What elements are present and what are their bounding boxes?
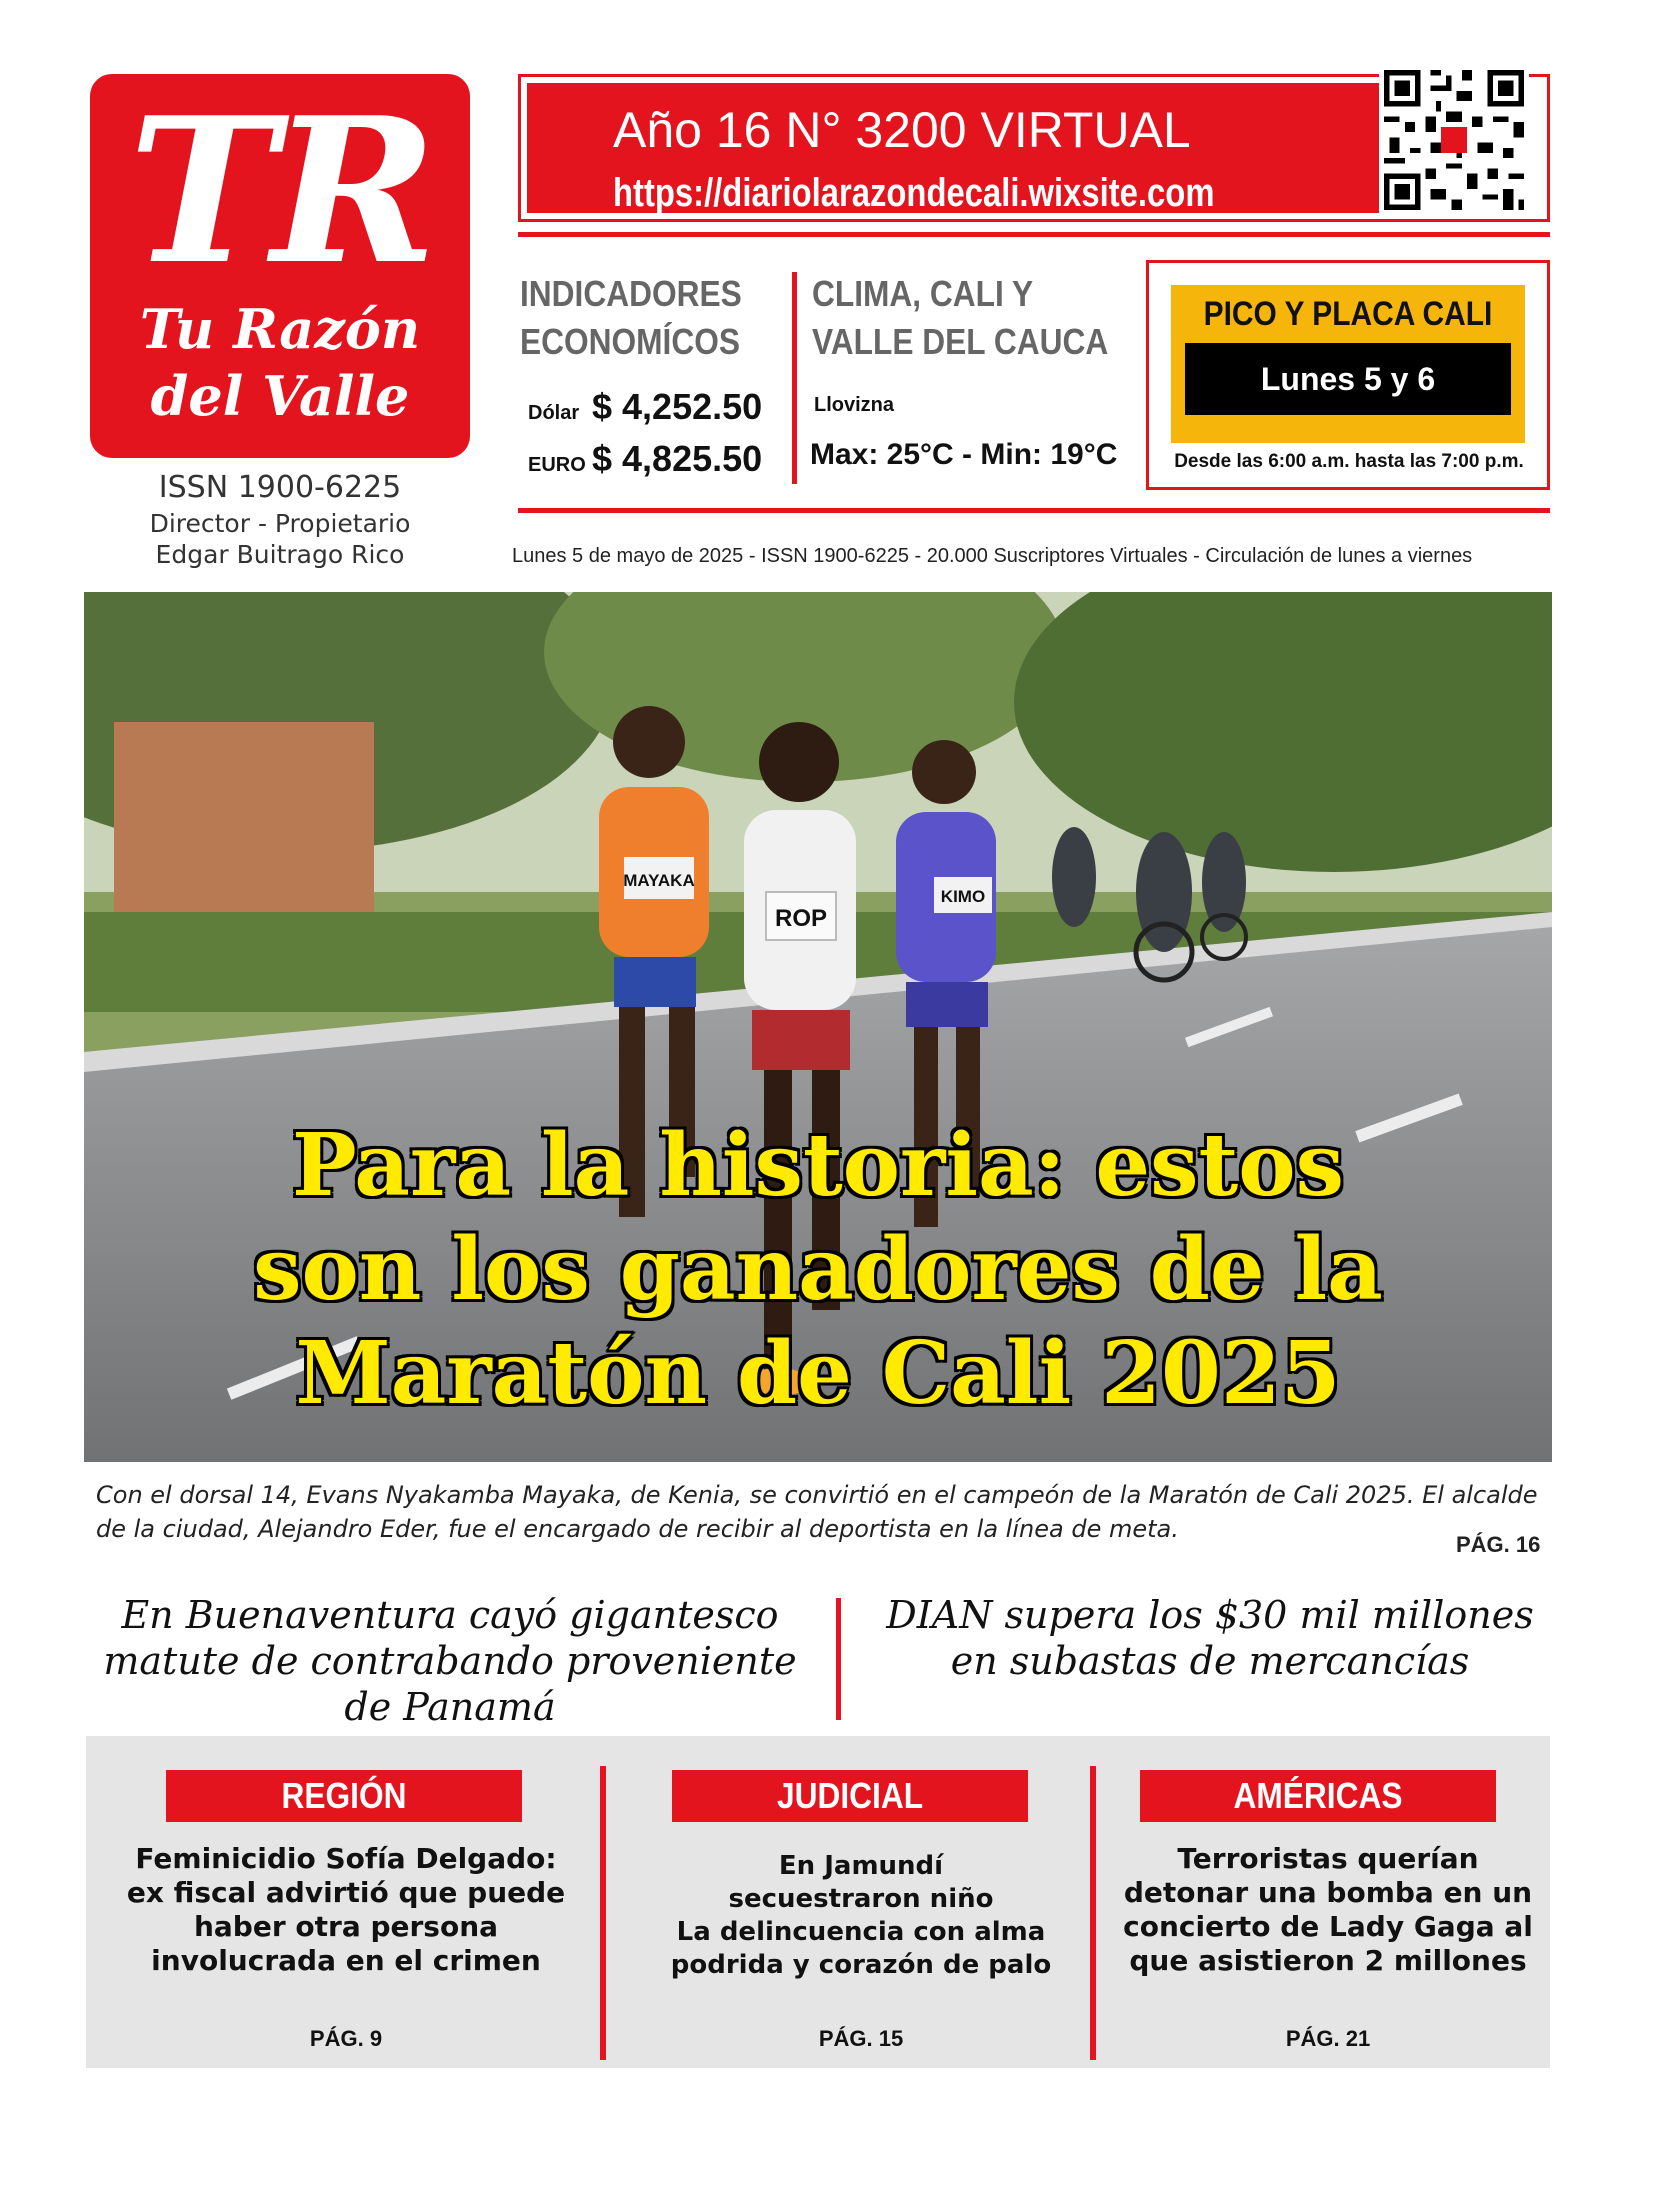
dollar-value: $ 4,252.50 [592,386,763,427]
logo-name-line2: del Valle [150,364,410,429]
section-headline: Feminicidio Sofía Delgado: ex fiscal advirtió que puede haber otra persona involucrada en el crimen [126,1842,566,1977]
edition-banner [518,74,1550,222]
qr-code-icon [1379,65,1529,215]
section-page-ref: PÁG. 9 [309,2026,383,2051]
section-page-ref: PÁG. 15 [818,2026,904,2051]
dateline: Lunes 5 de mayo de 2025 - ISSN 1900-6225 - 20.000 Suscriptores Virtuales - Circulación de lunes a viernes [512,545,1473,567]
header-rule [518,508,1550,513]
bib-left-text: MAYAKA [623,871,695,890]
masthead-credits [90,470,470,569]
main-headline-line3: Maratón de Cali 2025 [295,1323,1341,1424]
main-headline-line1: Para la historia: estos [291,1115,1345,1216]
section-headline: Terroristas querían detonar una bomba en un concierto de Lady Gaga al que asistieron 2 millones [1123,1842,1533,1977]
hero-page-ref: PÁG. 16 [1456,1532,1541,1557]
photo-caption: Con el dorsal 14, Evans Nyakamba Mayaka, de Kenia, se convirtió en el campeón de la Maratón de Cali 2025. El alcalde de la ciudad, Alejandro Eder, fue el encargado de recibir al deportista en la línea de meta. [96,1481,1538,1543]
logo-initials: TR [128,74,432,309]
bib-right-text: KIMO [940,887,986,906]
secondary-headline-right[interactable]: DIAN supera los $30 mil millones en subastas de mercancías [886,1593,1534,1683]
euro-label: EURO [528,454,586,476]
director-role: Director - Propietario [149,509,411,538]
pico-placa-day: Lunes 5 y 6 [1185,343,1511,415]
secondary-headline-left[interactable]: En Buenaventura cayó gigantesco matute de contrabando proveniente de Panamá [103,1593,797,1729]
weather-title-line2: VALLE DEL CAUCA [812,321,1109,362]
section-region[interactable] [86,1736,566,2068]
section-tag [166,1770,522,1822]
pico-placa-box [1171,285,1525,443]
section-tag [672,1770,1028,1822]
section-headline-line2: secuestraron niño [728,1884,994,1914]
weather-title [812,270,1109,366]
pico-placa-title: PICO Y PLACA CALI [1203,295,1493,333]
director-name: Edgar Buitrago Rico [155,540,405,569]
section-headline-line1: En Jamundí [778,1851,944,1881]
edition-number: Año 16 N° 3200 VIRTUAL [613,102,1191,158]
bib-center-text: ROP [774,905,828,932]
website-link[interactable]: https://diariolarazondecali.wixsite.com [613,171,1215,215]
weather-title-line1: CLIMA, CALI Y [812,273,1034,314]
main-headline-line2: son los ganadores de la [253,1219,1383,1320]
euro-row [528,438,762,480]
section-tag-label: JUDICIAL [776,1775,924,1816]
section-tag-label: AMÉRICAS [1233,1775,1403,1816]
section-tag-label: REGIÓN [281,1775,407,1816]
sections-strip [86,1736,1550,2068]
pico-placa-panel [1146,260,1550,490]
dollar-label: Dólar [528,402,580,424]
issn-number: ISSN 1900-6225 [158,470,402,505]
euro-value: $ 4,825.50 [592,438,763,479]
section-tag [1140,1770,1496,1822]
indicators-title: INDICADORES ECONOMÍCOS [520,273,742,362]
section-headline-line3: La delincuencia con alma [676,1917,1046,1947]
hero-photo [84,592,1552,1462]
dollar-row [528,386,762,428]
masthead-rule [518,232,1550,237]
main-headline[interactable] [84,1114,1552,1426]
indicators-divider [792,272,797,484]
logo-name-line1: Tu Razón [139,297,421,361]
weather-temperatures: Max: 25°C - Min: 19°C [810,438,1118,471]
edition-banner-fill [527,83,1405,213]
section-judicial[interactable] [586,1736,1052,2068]
section-headline [646,1850,1076,1982]
pico-placa-hours: Desde las 6:00 a.m. hasta las 7:00 p.m. [1174,451,1524,472]
section-americas[interactable] [1068,1736,1533,2068]
masthead-logo [90,74,470,458]
section-headline-line4: podrida y corazón de palo [670,1950,1052,1980]
secondary-divider [836,1598,841,1720]
section-page-ref: PÁG. 21 [1285,2026,1371,2051]
weather-condition: Llovizna [814,394,895,416]
